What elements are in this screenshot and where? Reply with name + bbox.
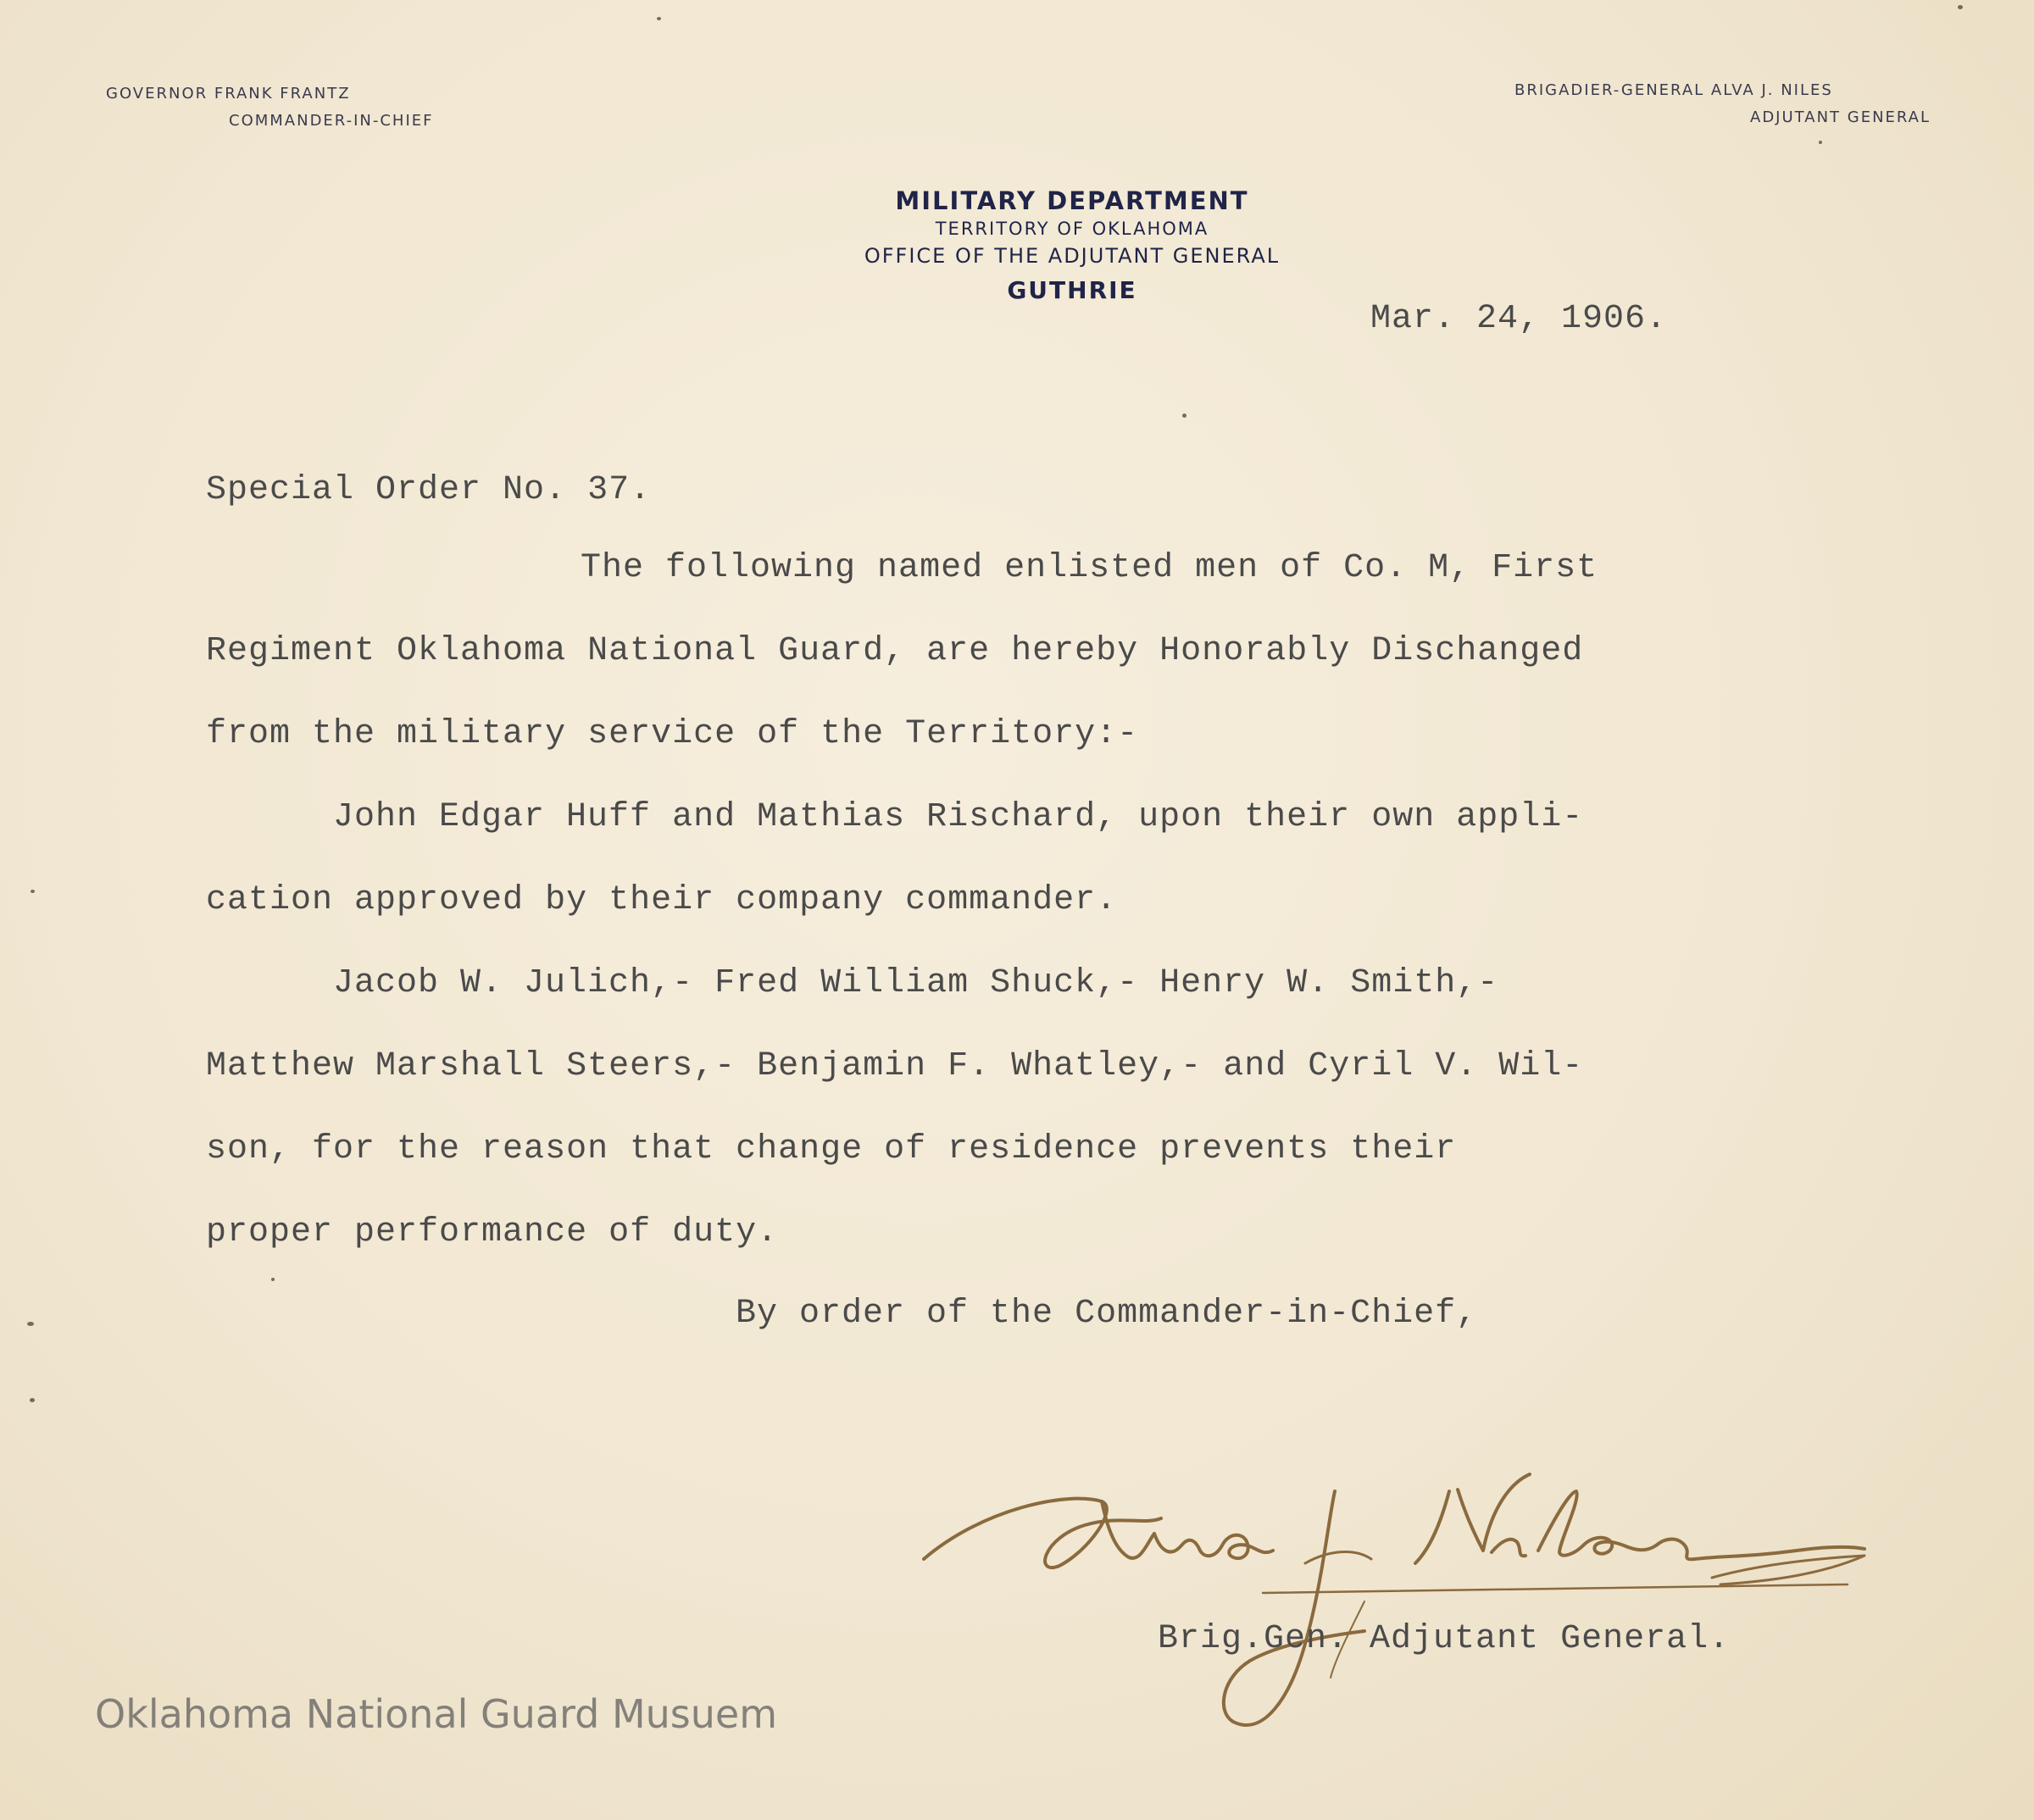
- paper-speck: [1819, 141, 1822, 144]
- paper-speck: [271, 1278, 275, 1281]
- closing-line: By order of the Commander-in-Chief,: [736, 1295, 1478, 1333]
- adjutant-title: ADJUTANT GENERAL: [1750, 108, 1931, 126]
- body-line: John Edgar Huff and Mathias Rischard, upon their own appli-: [333, 798, 1584, 836]
- paper-speck: [30, 1398, 35, 1402]
- governor-name: GOVERNOR FRANK FRANTZ: [106, 85, 351, 103]
- body-line: son, for the reason that change of residence prevents their: [206, 1130, 1457, 1168]
- letter-date: Mar. 24, 1906.: [1370, 300, 1668, 338]
- paper-speck: [27, 1322, 34, 1326]
- body-line: Jacob W. Julich,- Fred William Shuck,- Henry W. Smith,-: [333, 964, 1499, 1002]
- territory-line: TERRITORY OF OKLAHOMA: [935, 219, 1209, 239]
- adjutant-name: BRIGADIER-GENERAL ALVA J. NILES: [1514, 81, 1833, 99]
- body-line: from the military service of the Territory:-: [206, 715, 1139, 753]
- department-heading: MILITARY DEPARTMENT: [895, 186, 1249, 215]
- body-line: Regiment Oklahoma National Guard, are hereby Honorably Dischanged: [206, 632, 1584, 670]
- body-line: proper performance of duty.: [206, 1213, 779, 1251]
- museum-watermark: Oklahoma National Guard Musuem: [95, 1691, 778, 1737]
- paper-speck: [657, 17, 661, 20]
- paper-speck: [1958, 5, 1963, 9]
- governor-title: COMMANDER-IN-CHIEF: [229, 112, 434, 130]
- body-line: Matthew Marshall Steers,- Benjamin F. Whatley,- and Cyril V. Wil-: [206, 1047, 1584, 1085]
- signature: [907, 1457, 1898, 1745]
- signature-title: Brig.Gen. Adjutant General.: [1158, 1620, 1731, 1658]
- office-line: OFFICE OF THE ADJUTANT GENERAL: [864, 244, 1281, 268]
- order-title: Special Order No. 37.: [206, 471, 652, 509]
- paper-speck: [31, 890, 35, 893]
- city-line: GUTHRIE: [1007, 276, 1137, 304]
- body-line: cation approved by their company commander.: [206, 881, 1118, 919]
- body-line: The following named enlisted men of Co. M, First: [581, 549, 1598, 587]
- paper-speck: [1182, 413, 1186, 418]
